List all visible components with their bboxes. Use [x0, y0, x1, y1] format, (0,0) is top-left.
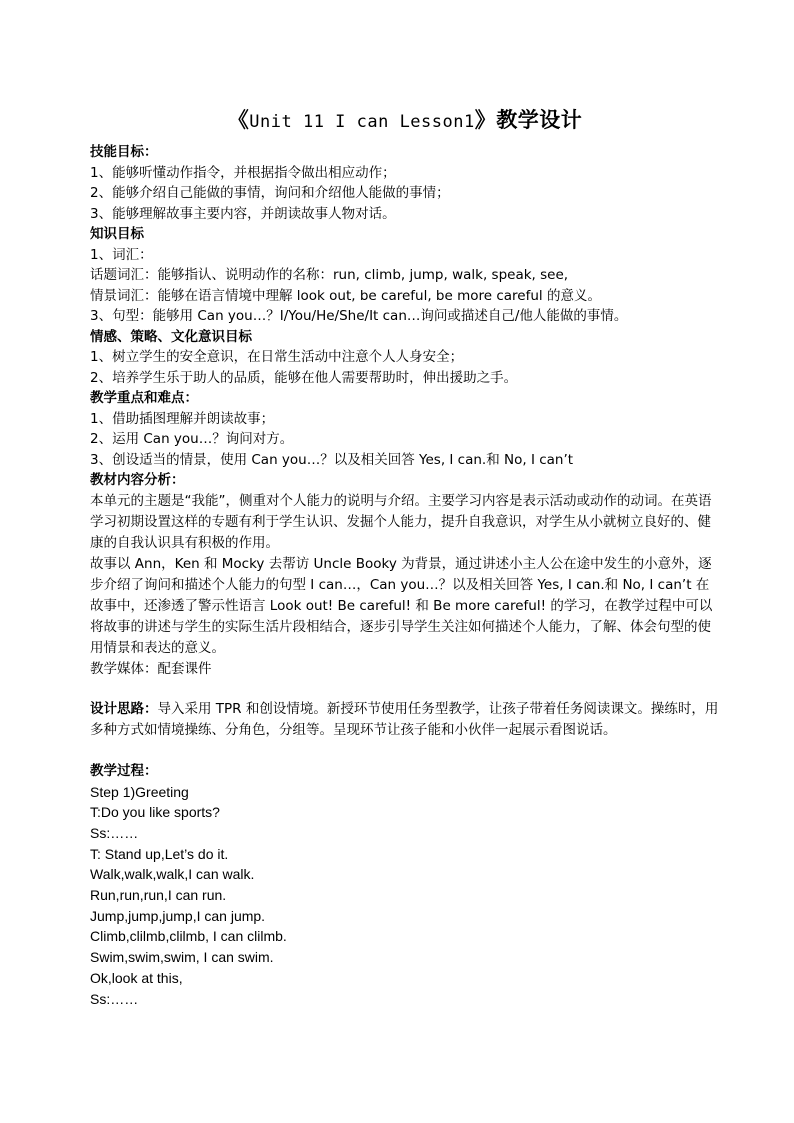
process-line: T:Do you like sports?	[90, 804, 220, 821]
process-line: Ss:……	[90, 990, 139, 1007]
knowledge-goal-item: 3、句型：能够用 Can you…？I/You/He/She/It can…询问或描述自己/他人能做的事情。	[90, 308, 628, 324]
emotion-goal-item: 2、培养学生乐于助人的品质，能够在他人需要帮助时，伸出援助之手。	[90, 369, 518, 386]
design-text: 导入采用 TPR 和创设情境。新授环节使用任务型教学，让孩子带着任务阅读课文。操练时，用多种方式如情境操练、分角色，分组等。呈现环节让孩子能和小伙伴一起展示看图说话。	[90, 701, 719, 738]
content-analysis-section	[90, 470, 720, 679]
process-line: Ok,look at this,	[90, 969, 183, 986]
design-paragraph	[90, 699, 720, 741]
skill-goal-item: 2、能够介绍自己能做的事情，询问和介绍他人能做的事情；	[90, 185, 450, 201]
knowledge-goal-item: 话题词汇：能够指认、说明动作的名称：run, climb, jump, walk, speak, see,	[90, 267, 569, 283]
design-section	[90, 699, 720, 741]
process-line: Swim,swim,swim, I can swim.	[90, 949, 274, 966]
process-line: Ss:……	[90, 824, 139, 841]
process-heading: 教学过程：	[90, 763, 158, 779]
process-line: Run,run,run,I can run.	[90, 887, 227, 904]
skill-goal-item: 3、能够理解故事主要内容，并朗读故事人物对话。	[90, 205, 396, 222]
process-line: T: Stand up,Let’s do it.	[90, 845, 229, 862]
knowledge-goal-item: 1、词汇：	[90, 246, 153, 263]
key-point-item: 1、借助插图理解并朗读故事；	[90, 410, 275, 427]
key-point-item: 3、创设适当的情景，使用 Can you…？以及相关回答 Yes, I can.和 No, I can’t	[90, 451, 574, 468]
title-english: Unit 11 I can Lesson1	[249, 112, 475, 132]
process-line: Step 1)Greeting	[90, 783, 189, 800]
skill-goals-section	[90, 142, 720, 224]
content-analysis-paragraph: 本单元的主题是“我能”，侧重对个人能力的说明与介绍。主要学习内容是表示活动或动作的动词。在英语学习初期设置这样的专题有利于学生认识、发掘个人能力，提升自我意识，对学生从小就树立良好的、健康的自我认识具有积极的作用。	[90, 492, 712, 551]
page-title	[90, 104, 720, 134]
teaching-media: 教学媒体：配套课件	[90, 660, 212, 677]
content-analysis-paragraph: 故事以 Ann，Ken 和 Mocky 去帮访 Uncle Booky 为背景，通过讲述小主人公在途中发生的小意外，逐步介绍了询问和描述个人能力的句型 I can…，Can you…？以及相关回答 Yes, I can.和 No, I can’t 在故事中，还渗透了警示性语言 Look out! Be careful! 和 Be more careful! 的学习，在教学过程中可以将故事的讲述与学生的实际生活片段相结合，逐步引导学生关注如何描述个人能力，了解、体会句型的使用情景和表达的意义。	[90, 555, 713, 656]
skill-goal-item: 1、能够听懂动作指令，并根据指令做出相应动作；	[90, 164, 396, 181]
emotion-goals-section	[90, 327, 720, 389]
process-line: Jump,jump,jump,I can jump.	[90, 907, 266, 924]
spacer	[90, 679, 720, 699]
key-points-section	[90, 388, 720, 470]
skill-goals-heading: 技能目标：	[90, 144, 158, 160]
key-points-heading: 教学重点和难点：	[90, 390, 198, 406]
knowledge-goals-section	[90, 224, 720, 327]
emotion-goal-item: 1、树立学生的安全意识，在日常生活动中注意个人人身安全；	[90, 349, 464, 365]
knowledge-goals-heading: 知识目标	[90, 226, 144, 242]
title-close: 》教学设计	[474, 108, 583, 132]
document-page	[90, 104, 720, 1009]
spacer	[90, 741, 720, 761]
process-section	[90, 761, 720, 1009]
key-point-item: 2、运用 Can you…？询问对方。	[90, 431, 294, 447]
knowledge-goal-item: 情景词汇：能够在语言情境中理解 look out, be careful, be more careful 的意义。	[90, 287, 601, 304]
title-open: 《	[227, 108, 250, 132]
design-label: 设计思路：	[90, 701, 158, 717]
emotion-goals-heading: 情感、策略、文化意识目标	[90, 328, 252, 345]
process-line: Climb,clilmb,clilmb, I can clilmb.	[90, 928, 287, 945]
content-analysis-heading: 教材内容分析：	[90, 472, 185, 488]
process-line: Walk,walk,walk,I can walk.	[90, 866, 255, 883]
